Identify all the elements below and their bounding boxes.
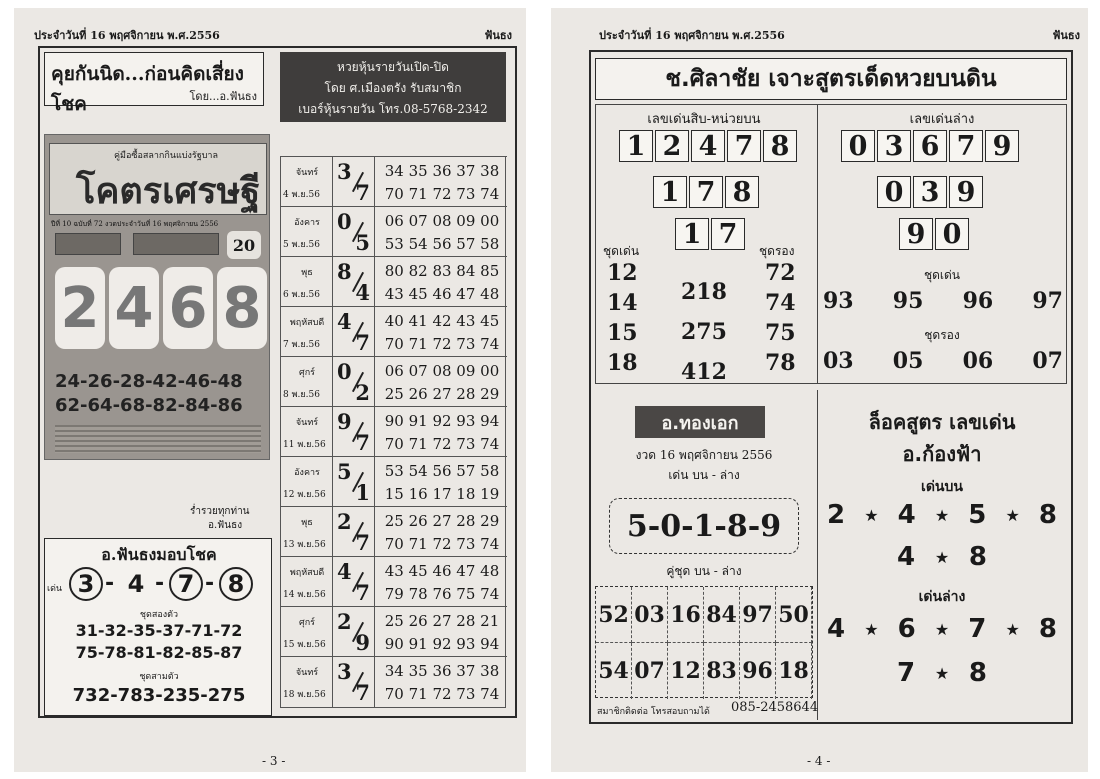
digit-box: 1 [619,130,653,162]
magazine-line-1: 24-26-28-42-46-48 [55,371,243,392]
digit-box: 8 [725,176,759,208]
lower-lead-label: ชุดเด่น [923,268,961,282]
set-mid-value: 412 [681,359,727,385]
set-right-value: 75 [765,320,796,346]
tongek-lead: เด่น บน - ล่าง [668,468,740,482]
lock-title-1: ล็อคสูตร เลขเด่น [868,410,1016,434]
stock-row-top-digit: 4 [337,309,352,334]
bottom-digits-label: เลขเด่นล่าง [909,112,975,127]
stock-row-bottom-digit: 2 [355,380,370,405]
magazine-digit: 8 [217,267,267,349]
right-page [551,8,1088,772]
stock-row-numbers-2: 70 71 72 73 74 [384,685,500,703]
luck-two-line-1: 31-32-35-37-71-72 [75,621,243,640]
stock-row-top-digit: 9 [337,409,352,434]
right-header-date: ประจำวันที่ 16 พฤศจิกายน พ.ศ.2556 [599,29,785,42]
luck-two-line-2: 75-78-81-82-85-87 [75,643,243,662]
luck-lead-label: เด่น [47,584,63,594]
stock-row-bottom-digit: 1 [355,480,370,505]
stock-row-bottom-digit: 7 [355,530,370,555]
stock-row-bottom-digit: 7 [355,580,370,605]
stock-row-fraction [333,607,375,657]
luck-title: อ.ฟันธงมอบโชค [101,545,217,564]
right-page-number: - 4 - [807,754,831,768]
stock-row-day: จันทร์ [295,168,319,178]
tongek-pair-label: คู่ชุด บน - ล่าง [666,564,742,578]
stock-row-date: 5 พ.ย.56 [283,240,320,250]
stock-row-numbers-2: 25 26 27 28 29 [384,385,500,403]
pair-grid-cell: 97 [740,587,776,643]
stock-row-numbers-2: 53 54 56 57 58 [384,235,500,253]
banner-author: โดย...อ.ฟันธง [189,90,257,103]
luck-box: อ.ฟันธงมอบโชค เด่น 3 - 4 - 7 - 8 ชุดสองตัว 31-32-35-37-71-72 75-78-81-82-85-87 ชุดสามตัว 732-783-235-275 [44,538,272,716]
set-right-value: 74 [765,290,796,316]
digit-box: 1 [653,176,687,208]
stock-row-day-cell [281,557,333,607]
magazine-badge-left [55,233,121,255]
luck-digit: 7 [169,567,203,601]
set-mid-value: 275 [681,319,727,345]
magazine-masthead [49,143,267,215]
digit-box: 7 [949,130,983,162]
magazine-cover [44,134,270,460]
magazine-big-digits [55,267,265,353]
lower-lead-value: 95 [892,288,924,314]
lower-sub-value: 05 [892,348,924,374]
stock-row-fraction [333,507,375,557]
set-right-value: 78 [765,350,796,376]
star-icon: ★ [864,505,879,525]
stock-row-date: 11 พ.ย.56 [283,440,326,450]
star-icon: ★ [864,619,879,639]
left-page-number: - 3 - [262,754,286,768]
stock-row-numbers-1: 80 82 83 84 85 [384,262,500,280]
tongek-pair-grid [595,586,813,698]
stock-row-date: 12 พ.ย.56 [283,490,326,500]
top-digits-label: เลขเด่นสิบ-หน่วยบน [647,112,761,127]
stock-row [281,606,507,656]
stock-header-line-2: โดย ศ.เมืองตรัง รับสมาชิก [324,81,462,95]
lock-top-label: เด่นบน [921,479,963,495]
tongek-title: อ.ทองเอก [635,406,765,438]
lower-sub-value: 06 [962,348,994,374]
greeting-line-1: ร่ำรวยทุกท่าน [190,506,250,517]
stock-row-numbers-1: 43 45 46 47 48 [384,562,500,580]
banner-title: คุยกันนิด...ก่อนคิดเสี่ยงโชค [51,63,244,115]
set-right-value: 72 [765,260,796,286]
stock-row-numbers-2: 15 16 17 18 19 [384,485,500,503]
tongek-big-number: 5-0-1-8-9 [609,498,799,554]
magazine-name: โคตรเศรษฐี [76,170,261,212]
star-icon: ★ [934,505,950,525]
digit-box: 2 [655,130,689,162]
stock-row-date: 7 พ.ย.56 [283,340,320,350]
lower-lead-row [823,288,1063,314]
stock-row-day: พุธ [301,268,313,278]
stock-row-date: 14 พ.ย.56 [283,590,326,600]
stock-row-day-cell [281,357,333,407]
magazine-issue-line: ปีที่ 10 ฉบับที่ 72 งวดประจำวันที่ 16 พฤศจิกายน 2556 [51,220,219,228]
tongek-footer-label: สมาชิกติดต่อ โทรสอบถามได้ [597,707,710,717]
pair-grid-cell: 96 [740,643,776,699]
stock-row-numbers-1: 90 91 92 93 94 [384,412,500,430]
luck-three-line: 732-783-235-275 [72,685,246,706]
stock-row-numbers-1: 34 35 36 37 38 [384,662,500,680]
magazine-fineprint [55,425,261,453]
stock-row-bottom-digit: 7 [355,430,370,455]
stock-row-date: 6 พ.ย.56 [283,290,320,300]
digit-box: 6 [913,130,947,162]
digit-box: 9 [899,218,933,250]
stock-row-date: 18 พ.ย.56 [283,690,326,700]
stock-row-numbers-2: 70 71 72 73 74 [384,535,500,553]
stock-row-date: 8 พ.ย.56 [283,390,320,400]
star-icon: ★ [934,547,950,567]
stock-row-day-cell [281,457,333,507]
stock-row-numbers-1: 25 26 27 28 21 [384,612,500,630]
lock-digit: 7 [968,614,987,644]
stock-row-day-cell [281,657,333,707]
stock-row-day-cell [281,507,333,557]
luck-digit: 3 [69,567,103,601]
lock-digit: 2 [827,500,846,530]
lock-top-row-2 [897,542,987,572]
stock-row-fraction [333,207,375,257]
stock-row-numbers-2: 70 71 72 73 74 [384,185,500,203]
magazine-digit: 2 [55,267,105,349]
stock-row [281,256,507,306]
pair-grid-cell: 83 [704,643,740,699]
stock-row-day-cell [281,307,333,357]
stock-row-top-digit: 2 [337,509,352,534]
stock-row-day-cell [281,157,333,207]
tongek-draw: งวด 16 พฤศจิกายน 2556 [635,448,773,462]
stock-row-numbers-2: 90 91 92 93 94 [384,635,500,653]
lower-lead-value: 93 [823,288,854,314]
star-icon: ★ [1005,619,1020,639]
stock-row-top-digit: 5 [337,459,352,484]
stock-row-day-cell [281,207,333,257]
stock-row-day: พฤหัสบดี [289,568,325,578]
set-sub-label: ชุดรอง [759,244,795,258]
digit-box: 7 [727,130,761,162]
stock-row-day: ศุกร์ [299,618,315,628]
stock-row-day: จันทร์ [295,668,319,678]
stock-row-fraction [333,307,375,357]
stock-row-bottom-digit: 4 [355,280,370,305]
pair-grid-cell: 16 [668,587,704,643]
stock-row-fraction [333,557,375,607]
right-outer-frame [589,50,1073,724]
stock-row-top-digit: 3 [337,659,352,684]
stock-row-fraction [333,157,375,207]
star-icon: ★ [934,619,950,639]
stock-row-top-digit: 3 [337,159,352,184]
lock-digit: 8 [968,658,987,688]
magazine-line-2: 62-64-68-82-84-86 [55,395,243,416]
stock-row-day-cell [281,607,333,657]
set-lead-label: ชุดเด่น [603,244,640,258]
pair-grid-cell: 03 [632,587,668,643]
digit-box: 0 [877,176,911,208]
stock-row-numbers-1: 34 35 36 37 38 [384,162,500,180]
left-header-date: ประจำวันที่ 16 พฤศจิกายน พ.ศ.2556 [34,29,220,42]
stock-row-date: 15 พ.ย.56 [283,640,326,650]
stock-row-top-digit: 4 [337,559,352,584]
tongek-footer-phone: 085-2458644 [731,700,819,715]
stock-row [281,306,507,356]
set-left-value: 14 [607,290,638,316]
set-left-column [607,258,638,378]
stock-row-top-digit: 8 [337,259,352,284]
stock-row-top-digit: 0 [337,209,352,234]
magazine-tagline: คู่มือซื้อสลากกินแบ่งรัฐบาล [114,151,218,161]
set-mid-value: 218 [681,279,727,305]
star-icon: ★ [934,663,950,683]
stock-row-day: ศุกร์ [299,368,315,378]
stock-row-numbers-2: 79 78 76 75 74 [384,585,500,603]
stock-row-fraction [333,657,375,707]
lock-title-2: อ.ก้องฟ้า [902,442,982,466]
luck-digit: 4 [127,570,145,598]
stock-row-top-digit: 0 [337,359,352,384]
right-header-brand: ฟันธง [1052,29,1080,42]
digit-box: 9 [949,176,983,208]
digit-box: 8 [763,130,797,162]
pair-grid-cell: 52 [596,587,632,643]
star-icon: ★ [1005,505,1020,525]
stock-row-numbers-1: 53 54 56 57 58 [384,462,500,480]
lower-sub-value: 03 [823,348,854,374]
stock-row [281,406,507,456]
stock-row-fraction [333,357,375,407]
lock-digit: 8 [1038,614,1057,644]
digit-box: 0 [841,130,875,162]
banner-box [44,52,264,115]
lock-digit: 7 [897,658,916,688]
stock-row-bottom-digit: 7 [355,680,370,705]
pair-grid-cell: 84 [704,587,740,643]
stock-row-numbers-1: 06 07 08 09 00 [384,212,500,230]
stock-row-day-cell [281,407,333,457]
lower-sub-row [823,348,1063,374]
stock-row-day: อังคาร [294,218,320,228]
lock-digit: 8 [968,542,987,572]
stock-row-date: 13 พ.ย.56 [283,540,326,550]
pair-grid-cell: 12 [668,643,704,699]
stock-row-day: อังคาร [294,468,320,478]
luck-two-label: ชุดสองตัว [139,610,179,620]
stock-row [281,556,507,606]
set-mid-column [681,272,727,392]
stock-row-numbers-2: 70 71 72 73 74 [384,435,500,453]
stock-header-line-3: เบอร์หุ้นรายวัน โทร.08-5768-2342 [298,102,488,116]
stock-row [281,206,507,256]
stock-row-bottom-digit: 5 [355,230,370,255]
stock-row-numbers-1: 06 07 08 09 00 [384,362,500,380]
stock-row-numbers-2: 43 45 46 47 48 [384,285,500,303]
stock-row [281,456,507,506]
magazine-price: 20 [227,231,261,259]
stock-header [280,52,506,122]
left-page [14,8,526,772]
lower-lead-value: 97 [1032,288,1063,314]
set-left-value: 15 [607,320,638,346]
right-title: ช.ศิลาชัย เจาะสูตรเด็ดหวยบนดิน [665,66,997,92]
digit-box: 1 [675,218,709,250]
stock-row-fraction [333,457,375,507]
pair-grid-cell: 54 [596,643,632,699]
digit-box: 4 [691,130,725,162]
stock-row-numbers-1: 25 26 27 28 29 [384,512,500,530]
stock-row-fraction [333,407,375,457]
stock-row-fraction [333,257,375,307]
stock-row-day-cell [281,257,333,307]
stock-row-day: จันทร์ [295,418,319,428]
digit-box: 3 [877,130,911,162]
stock-row-bottom-digit: 7 [355,180,370,205]
pair-grid-cell: 18 [776,643,812,699]
right-title-box [595,58,1067,100]
stock-row-date: 4 พ.ย.56 [283,190,320,200]
left-header-brand: ฟันธง [484,29,512,42]
greeting-line-2: อ.ฟันธง [208,520,243,531]
stock-row-numbers-2: 70 71 72 73 74 [384,335,500,353]
lock-bottom-label: เด่นล่าง [918,589,966,605]
stock-row-day: พุธ [301,518,313,528]
left-outer-frame [38,46,517,718]
set-left-value: 18 [607,350,638,376]
digit-box: 7 [689,176,723,208]
lock-top-row-1 [827,500,1057,530]
digit-box: 0 [935,218,969,250]
stock-row [281,656,507,706]
stock-header-line-1: หวยหุ้นรายวันเปิด-ปิด [337,60,449,74]
lock-bottom-row-1 [827,614,1057,644]
stock-table [280,156,506,708]
lock-digit: 5 [968,500,987,530]
lock-digit: 8 [1038,500,1057,530]
stock-row-day: พฤหัสบดี [289,318,325,328]
digit-box: 9 [985,130,1019,162]
digit-box: 7 [711,218,745,250]
lower-sub-value: 07 [1032,348,1063,374]
stock-row-bottom-digit: 9 [355,630,370,655]
magazine-digit: 4 [109,267,159,349]
luck-digit: 8 [219,567,253,601]
pair-grid-cell: 07 [632,643,668,699]
magazine-digit: 6 [163,267,213,349]
stock-row [281,356,507,406]
stock-row-bottom-digit: 7 [355,330,370,355]
magazine-badge-mid [133,233,219,255]
digit-box: 3 [913,176,947,208]
lower-sub-label: ชุดรอง [924,328,960,342]
lock-digit: 6 [897,614,916,644]
stock-row [281,506,507,556]
lock-digit: 4 [827,614,846,644]
lower-lead-value: 96 [962,288,994,314]
luck-three-label: ชุดสามตัว [139,672,179,682]
stock-row-numbers-1: 40 41 42 43 45 [384,312,500,330]
lock-bottom-row-2 [897,658,987,688]
stock-row [281,156,507,206]
pair-grid-cell: 50 [776,587,812,643]
set-left-value: 12 [607,260,638,286]
stock-row-top-digit: 2 [337,609,352,634]
lock-digit: 4 [897,542,916,572]
set-right-column [765,258,796,378]
lock-digit: 4 [897,500,916,530]
